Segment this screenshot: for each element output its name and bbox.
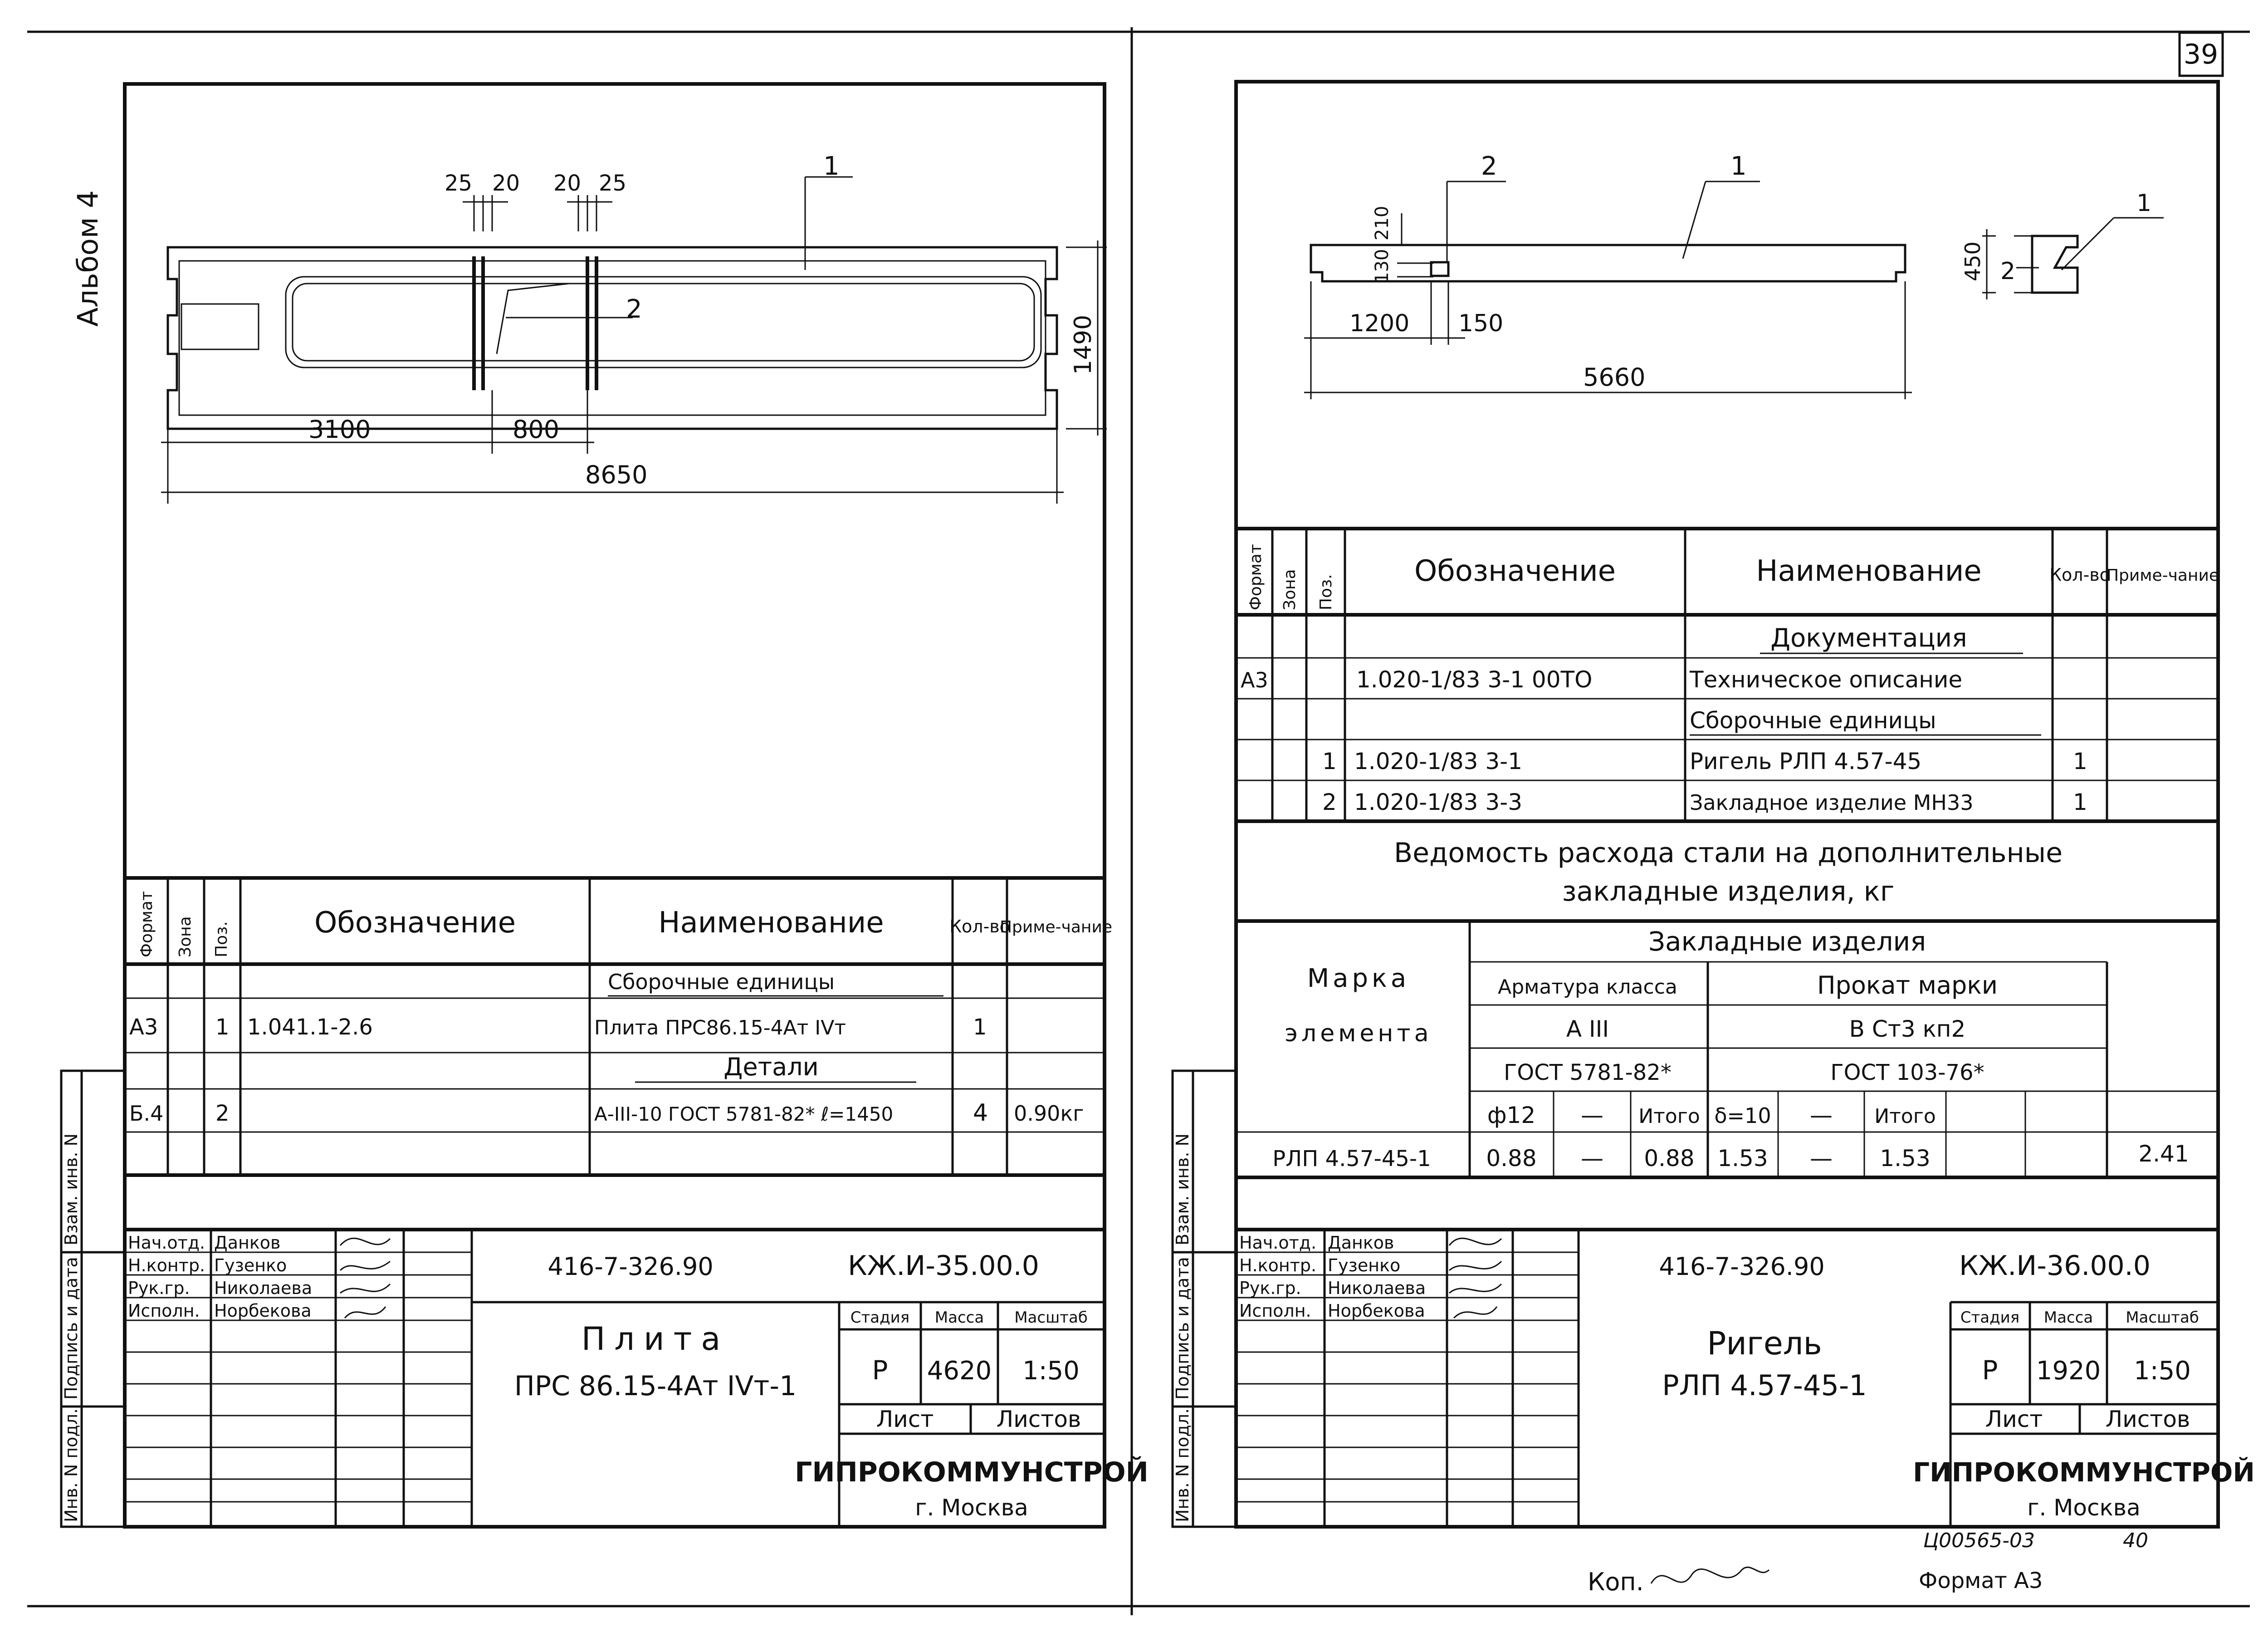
- steel-row-dash1: —: [1581, 1145, 1603, 1171]
- right-side-label-2: Взам. инв. N: [1173, 1133, 1193, 1245]
- left-doc-code: КЖ.И-35.00.0: [848, 1250, 1039, 1282]
- steel-row-phi: 0.88: [1486, 1145, 1537, 1171]
- steel-col-dash1: —: [1581, 1102, 1603, 1128]
- steel-prokat-grade: В Ст3 кп2: [1849, 1016, 1966, 1042]
- steel-row-itogo1: 0.88: [1644, 1145, 1695, 1171]
- right-dim-210: 210: [1372, 206, 1393, 240]
- left-dim-overall: 8650: [585, 461, 648, 489]
- right-signer-role-1: Н.контр.: [1239, 1255, 1317, 1275]
- steel-mark-line1: Марка: [1307, 964, 1410, 993]
- left-side-label-0: Инв. N подл.: [61, 1408, 81, 1522]
- album-label: Альбом 4: [71, 190, 104, 327]
- right-title-block: [1236, 1230, 2255, 1527]
- right-row4-pos: 2: [1322, 789, 1337, 815]
- steel-arm-class: Арматура класса: [1498, 975, 1677, 999]
- left-dim-25b: 25: [599, 171, 627, 196]
- left-signer-name-0: Данков: [214, 1233, 281, 1253]
- right-side-stamp: [1173, 1071, 1236, 1527]
- left-row1-qty: 1: [973, 1015, 987, 1040]
- right-row1-name: Техническое описание: [1690, 667, 1963, 693]
- right-org: ГИПРОКОММУНСТРОЙ: [1913, 1457, 2255, 1488]
- steel-col-itogo1: Итого: [1638, 1105, 1700, 1128]
- left-signer-role-2: Рук.гр.: [128, 1278, 190, 1298]
- left-side-label-1: Подпись и дата: [61, 1257, 81, 1400]
- right-dim-section-h: 450: [1960, 241, 1985, 281]
- left-leader-2: 2: [626, 294, 642, 324]
- right-row3-pos: 1: [1322, 748, 1337, 774]
- left-title-line1: Плита: [581, 1320, 730, 1358]
- left-row1-name: Плита ПРС86.15-4Ат IVт: [594, 1016, 846, 1039]
- right-dim-150: 150: [1458, 310, 1504, 337]
- left-project-code: 416-7-326.90: [547, 1252, 714, 1281]
- right-steel-table: [1236, 837, 2218, 1177]
- left-row1-designation: 1.041.1-2.6: [247, 1015, 373, 1040]
- steel-title-line1: Ведомость расхода стали на дополнительные: [1394, 837, 2063, 869]
- left-dim-800: 800: [513, 415, 560, 444]
- steel-col-dash2: —: [1810, 1102, 1833, 1128]
- left-sheet: [61, 84, 1149, 1527]
- right-row1-format: А3: [1241, 668, 1268, 692]
- steel-group: Закладные изделия: [1648, 926, 1926, 957]
- left-row3-note: 0.90кг: [1014, 1101, 1084, 1126]
- left-hdr-designation: Обозначение: [314, 906, 516, 940]
- left-row2-name: Детали: [723, 1053, 819, 1081]
- left-hdr-format: Формат: [137, 891, 156, 957]
- bottom-code: Ц00565-03: [1923, 1529, 2035, 1552]
- left-hdr-name: Наименование: [658, 906, 884, 940]
- right-signer-role-0: Нач.отд.: [1239, 1233, 1317, 1253]
- right-city: г. Москва: [2027, 1495, 2141, 1521]
- left-dim-20a: 20: [492, 171, 520, 196]
- left-signer-name-1: Гузенко: [214, 1255, 287, 1275]
- right-side-label-0: Инв. N подл.: [1173, 1408, 1193, 1522]
- left-row3-pos: 2: [215, 1101, 230, 1126]
- right-title-line1: Ригель: [1707, 1325, 1822, 1362]
- right-row4-designation: 1.020-1/83 3-3: [1354, 789, 1523, 815]
- right-row3-qty: 1: [2073, 748, 2087, 774]
- right-project-code: 416-7-326.90: [1659, 1252, 1825, 1281]
- right-dim-overall: 5660: [1583, 363, 1646, 392]
- right-mass-label: Масса: [2043, 1309, 2093, 1327]
- right-hdr-zone: Зона: [1281, 569, 1299, 610]
- left-city: г. Москва: [915, 1495, 1028, 1521]
- left-title-line2: ПРС 86.15-4Ат IVт-1: [514, 1370, 797, 1402]
- right-spec-table: [1236, 529, 2219, 821]
- left-sheet-label: Лист: [876, 1406, 934, 1432]
- right-scale-label: Масштаб: [2126, 1309, 2199, 1327]
- left-signer-role-3: Исполн.: [128, 1301, 200, 1321]
- left-dim-20b: 20: [553, 171, 582, 196]
- left-row3-name: А-III-10 ГОСТ 5781-82* ℓ=1450: [594, 1103, 894, 1125]
- right-sheet: [1173, 82, 2255, 1596]
- steel-mark-line2: элемента: [1285, 1020, 1432, 1047]
- left-row0-name: Сборочные единицы: [608, 970, 835, 994]
- steel-col-delta: δ=10: [1714, 1103, 1771, 1128]
- right-section-leader-1: 1: [2136, 190, 2152, 217]
- left-plan-view: [161, 152, 1107, 504]
- right-stage: Р: [1982, 1355, 1998, 1386]
- steel-row-itogo2: 1.53: [1880, 1145, 1931, 1171]
- left-signatures: [340, 1238, 390, 1318]
- right-row4-qty: 1: [2073, 789, 2087, 815]
- right-hdr-name: Наименование: [1756, 554, 1982, 588]
- steel-row-delta: 1.53: [1717, 1145, 1768, 1171]
- steel-row-mark: РЛП 4.57-45-1: [1272, 1146, 1431, 1171]
- right-leader-2: 2: [1481, 152, 1497, 181]
- left-spec-table: [125, 878, 1112, 1175]
- right-sheet-label: Лист: [1985, 1406, 2043, 1432]
- right-row1-designation: 1.020-1/83 3-1 00ТО: [1356, 667, 1593, 693]
- left-signer-name-3: Норбекова: [214, 1301, 312, 1321]
- steel-col-phi: ф12: [1487, 1102, 1536, 1128]
- left-scale-label: Масштаб: [1014, 1309, 1088, 1327]
- right-row2-name: Сборочные единицы: [1690, 707, 1936, 734]
- right-scale: 1:50: [2134, 1356, 2191, 1386]
- left-row3-format: Б.4: [129, 1101, 164, 1126]
- left-hdr-note: Приме-чание: [999, 918, 1113, 936]
- left-row1-pos: 1: [215, 1015, 230, 1040]
- left-scale: 1:50: [1022, 1356, 1080, 1386]
- left-signer-name-2: Николаева: [214, 1278, 313, 1298]
- left-side-stamp: [61, 1071, 125, 1527]
- left-title-block: [125, 1230, 1149, 1527]
- right-mass: 1920: [2036, 1356, 2101, 1386]
- left-dim-25a: 25: [445, 171, 473, 196]
- right-side-label-1: Подпись и дата: [1173, 1257, 1193, 1400]
- right-hdr-format: Формат: [1246, 544, 1265, 610]
- left-hdr-zone: Зона: [176, 916, 195, 957]
- right-hdr-pos: Поз.: [1317, 574, 1335, 610]
- left-org: ГИПРОКОММУНСТРОЙ: [795, 1456, 1149, 1488]
- right-sheets-label: Листов: [2105, 1406, 2190, 1432]
- left-dim-height: 1490: [1070, 314, 1097, 375]
- right-signer-name-2: Николаева: [1328, 1278, 1426, 1298]
- left-row3-qty: 4: [973, 1099, 988, 1127]
- left-side-label-2: Взам. инв. N: [61, 1133, 81, 1245]
- page-number: 39: [2183, 39, 2219, 70]
- right-signer-name-1: Гузенко: [1328, 1255, 1401, 1275]
- copy-note: Коп.: [1588, 1568, 1644, 1596]
- left-hdr-qty: Кол-во: [949, 917, 1010, 936]
- right-signer-role-2: Рук.гр.: [1239, 1278, 1301, 1298]
- steel-row-dash2: —: [1810, 1145, 1833, 1171]
- right-hdr-designation: Обозначение: [1414, 554, 1616, 588]
- right-dim-130: 130: [1372, 249, 1393, 284]
- left-signer-role-1: Н.контр.: [128, 1255, 205, 1275]
- right-hdr-note: Приме-чание: [2106, 566, 2219, 585]
- right-row0-name: Документация: [1770, 623, 1967, 653]
- right-row3-designation: 1.020-1/83 3-1: [1354, 748, 1523, 774]
- copy-signature: [1651, 1567, 1769, 1583]
- right-signatures: [1449, 1238, 1501, 1318]
- left-mass-label: Масса: [934, 1309, 984, 1327]
- steel-prokat-gost: ГОСТ 103-76*: [1830, 1060, 1984, 1085]
- bottom-number: 40: [2123, 1529, 2148, 1552]
- left-stage: Р: [872, 1355, 888, 1386]
- left-stage-label: Стадия: [850, 1309, 910, 1327]
- steel-prokat: Прокат марки: [1817, 971, 1998, 1000]
- right-title-line2: РЛП 4.57-45-1: [1662, 1369, 1867, 1402]
- right-elevation-view: [1304, 152, 2164, 399]
- right-row4-name: Закладное изделие МН33: [1690, 790, 1974, 815]
- steel-arm-grade: А III: [1566, 1016, 1609, 1042]
- right-signer-role-3: Исполн.: [1239, 1301, 1311, 1321]
- right-signer-name-3: Норбекова: [1328, 1301, 1425, 1321]
- right-signer-name-0: Данков: [1328, 1233, 1394, 1253]
- left-mass: 4620: [927, 1356, 992, 1386]
- left-dim-3100: 3100: [308, 415, 371, 444]
- right-stage-label: Стадия: [1960, 1309, 2020, 1327]
- right-dim-1200: 1200: [1349, 310, 1410, 337]
- left-sheets-label: Листов: [996, 1406, 1081, 1432]
- format-note: Формат А3: [1919, 1568, 2043, 1593]
- steel-title-line2: закладные изделия, кг: [1562, 876, 1895, 907]
- steel-col-itogo2: Итого: [1874, 1105, 1936, 1128]
- left-signer-role-0: Нач.отд.: [128, 1233, 205, 1253]
- steel-arm-gost: ГОСТ 5781-82*: [1504, 1060, 1672, 1085]
- right-hdr-qty: Кол-во: [2049, 565, 2110, 585]
- right-row3-name: Ригель РЛП 4.57-45: [1690, 748, 1922, 774]
- right-leader-1: 1: [1730, 152, 1747, 181]
- steel-row-total: 2.41: [2138, 1141, 2189, 1167]
- left-row1-format: А3: [129, 1015, 158, 1040]
- left-hdr-pos: Поз.: [212, 921, 231, 957]
- left-leader-1: 1: [823, 152, 840, 181]
- right-section-leader-2: 2: [2000, 258, 2016, 285]
- right-doc-code: КЖ.И-36.00.0: [1959, 1250, 2151, 1282]
